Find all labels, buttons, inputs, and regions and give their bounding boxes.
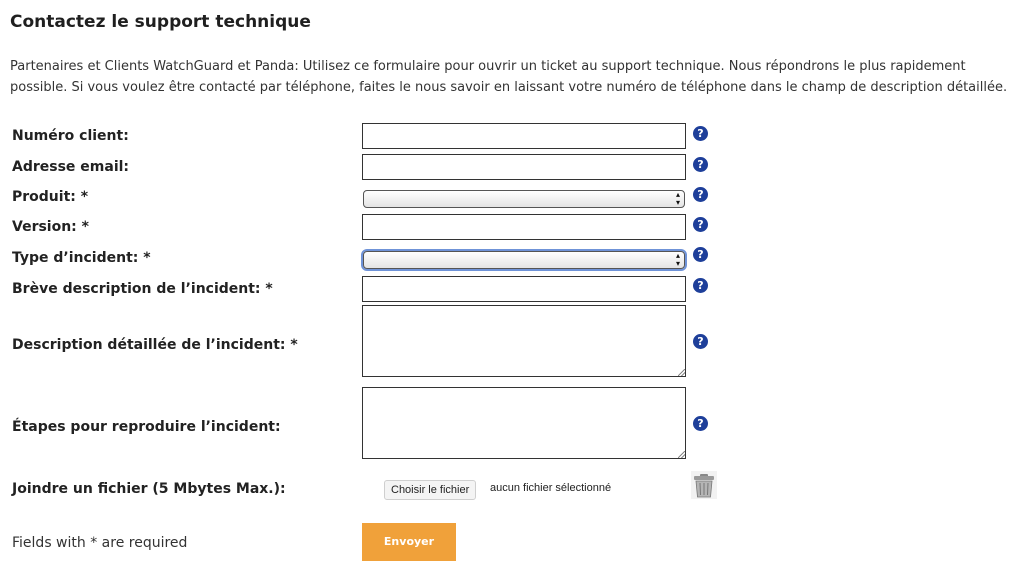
choose-file-button[interactable]: Choisir le fichier	[384, 480, 476, 500]
page-title: Contactez le support technique	[10, 12, 311, 32]
select-arrows-icon: ▴ ▾	[675, 190, 680, 207]
incident-type-select[interactable]	[363, 251, 685, 269]
incident-type-label: Type d’incident: *	[12, 250, 151, 266]
trash-icon[interactable]	[691, 471, 717, 499]
short-description-help-icon[interactable]: ?	[693, 278, 708, 293]
required-fields-note: Fields with * are required	[12, 535, 188, 551]
detailed-description-textarea[interactable]	[362, 305, 686, 377]
resize-grip-icon[interactable]	[678, 369, 685, 376]
email-help-icon[interactable]: ?	[693, 157, 708, 172]
reproduce-steps-textarea[interactable]	[362, 387, 686, 459]
incident-type-help-icon[interactable]: ?	[693, 247, 708, 262]
version-label: Version: *	[12, 219, 89, 235]
reproduce-steps-label: Étapes pour reproduire l’incident:	[12, 419, 281, 435]
detailed-description-help-icon[interactable]: ?	[693, 334, 708, 349]
product-select[interactable]	[363, 190, 685, 208]
customer-number-input[interactable]	[362, 123, 686, 149]
product-label: Produit: *	[12, 189, 89, 205]
version-help-icon[interactable]: ?	[693, 217, 708, 232]
customer-number-label: Numéro client:	[12, 128, 129, 144]
short-description-input[interactable]	[362, 276, 686, 302]
email-label: Adresse email:	[12, 159, 130, 175]
version-input[interactable]	[362, 214, 686, 240]
file-status: aucun fichier sélectionné	[490, 482, 612, 494]
detailed-description-label: Description détaillée de l’incident: *	[12, 337, 298, 353]
email-input[interactable]	[362, 154, 686, 180]
reproduce-steps-wrapper	[362, 387, 686, 459]
short-description-label: Brève description de l’incident: *	[12, 281, 273, 297]
customer-number-help-icon[interactable]: ?	[693, 126, 708, 141]
select-arrows-icon: ▴ ▾	[675, 251, 680, 268]
reproduce-steps-help-icon[interactable]: ?	[693, 416, 708, 431]
intro-text: Partenaires et Clients WatchGuard et Panda: Utilisez ce formulaire pour ouvrir un ticket au support technique. Nous répondrons le plus rapidement possible. Si vous voulez être contacté par téléphone, faites le nous savoir en laissant votre numéro de téléphone dans le champ de description détaillée.	[10, 59, 1008, 95]
detailed-description-wrapper	[362, 305, 686, 377]
product-help-icon[interactable]: ?	[693, 187, 708, 202]
submit-button[interactable]: Envoyer	[362, 523, 456, 561]
resize-grip-icon[interactable]	[678, 451, 685, 458]
attachment-label: Joindre un fichier (5 Mbytes Max.):	[12, 481, 286, 497]
